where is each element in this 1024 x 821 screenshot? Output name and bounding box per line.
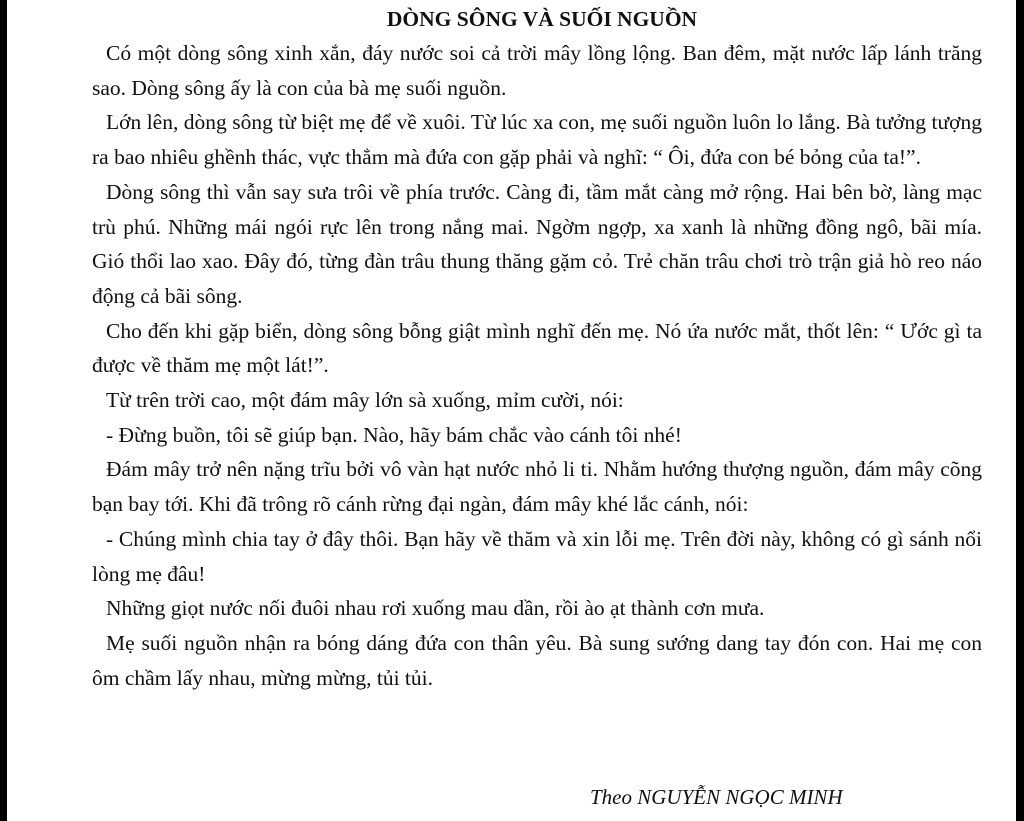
paragraph-7: Đám mây trở nên nặng trĩu bởi vô vàn hạt nước nhỏ li ti. Nhằm hướng thượng nguồn, đám mây cõng bạn bay tới. Khi đã trông rõ cánh rừng đại ngàn, đám mây khé lắc cánh, nói: (92, 457, 982, 517)
left-border (0, 0, 7, 821)
document-title: DÒNG SÔNG VÀ SUỐI NGUỒN (386, 7, 698, 31)
right-border (1016, 0, 1024, 821)
paragraph-1: Có một dòng sông xinh xắn, đáy nước soi cả trời mây lồng lộng. Ban đêm, mặt nước lấp lánh trăng sao. Dòng sông ấy là con của bà mẹ suối nguồn. (92, 41, 982, 100)
document-page (92, 2, 982, 695)
paragraph-9: Những giọt nước nối đuôi nhau rơi xuống mau dần, rồi ào ạt thành cơn mưa. (106, 596, 765, 621)
paragraph-3: Dòng sông thì vẫn say sưa trôi về phía trước. Càng đi, tầm mắt càng mở rộng. Hai bên bờ, làng mạc trù phú. Những mái ngói rực lên trong nắng mai. Ngờm ngợp, xa xanh là những đồng ngô, bãi mía. Gió thổi lao xao. Đây đó, từng đàn trâu thung thăng gặm cỏ. Trẻ chăn trâu chơi trò trận giả hò reo náo động cả bãi sông. (92, 179, 982, 308)
author-signature: Theo NGUYỄN NGỌC MINH (590, 785, 843, 809)
paragraph-6: - Đừng buồn, tôi sẽ giúp bạn. Nào, hãy bám chắc vào cánh tôi nhé! (106, 422, 682, 447)
paragraph-2: Lớn lên, dòng sông từ biệt mẹ để về xuôi. Từ lúc xa con, mẹ suối nguồn luôn lo lắng. Bà tưởng tượng ra bao nhiêu ghềnh thác, vực thẳm mà đứa con gặp phải và nghĩ: “ Ôi, đứa con bé bỏng của ta!”. (92, 110, 982, 170)
paragraph-4: Cho đến khi gặp biển, dòng sông bỗng giật mình nghĩ đến mẹ. Nó ứa nước mắt, thốt lên: “ Ước gì ta được về thăm mẹ một lát!”. (92, 318, 982, 378)
paragraph-10: Mẹ suối nguồn nhận ra bóng dáng đứa con thân yêu. Bà sung sướng dang tay đón con. Hai mẹ con ôm chầm lấy nhau, mừng mừng, tủi tủi. (92, 630, 982, 690)
paragraph-8: - Chúng mình chia tay ở đây thôi. Bạn hãy về thăm và xin lỗi mẹ. Trên đời này, không có gì sánh nổi lòng mẹ đâu! (92, 526, 982, 586)
paragraph-5: Từ trên trời cao, một đám mây lớn sà xuống, mỉm cười, nói: (106, 388, 624, 413)
